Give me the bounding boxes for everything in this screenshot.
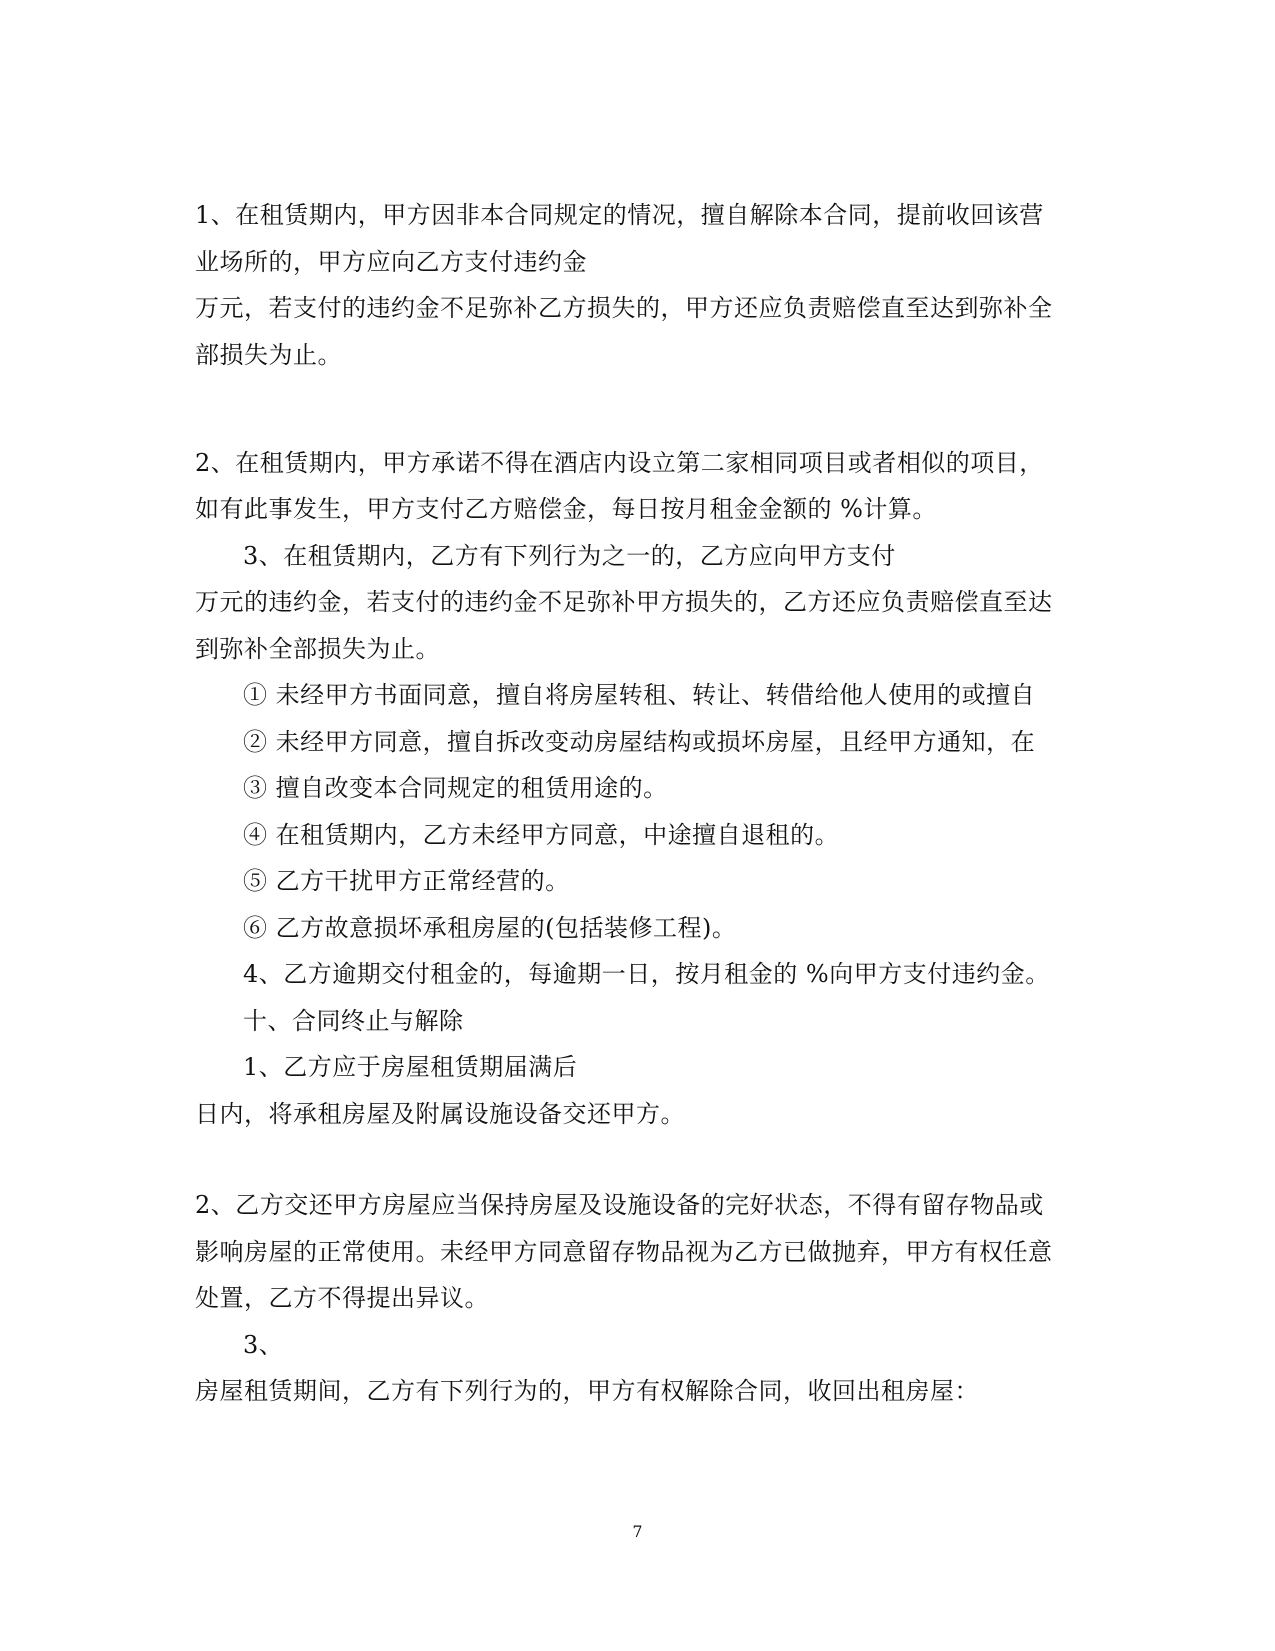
text-line: 2、乙方交还甲方房屋应当保持房屋及设施设备的完好状态，不得有留存物品或 bbox=[195, 1191, 1044, 1219]
text-line: 房屋租赁期间，乙方有下列行为的，甲方有权解除合同，收回出租房屋： bbox=[195, 1377, 979, 1405]
text-line: 日内，将承租房屋及附属设施设备交还甲方。 bbox=[195, 1100, 685, 1128]
page-number: 7 bbox=[632, 1522, 643, 1541]
list-item: ③ 擅自改变本合同规定的租赁用途的。 bbox=[243, 774, 668, 802]
section-heading: 十、合同终止与解除 bbox=[243, 1007, 464, 1035]
text-line: 4、乙方逾期交付租金的，每逾期一日，按月租金的 %向甲方支付违约金。 bbox=[243, 960, 1050, 988]
list-item: ⑥ 乙方故意损坏承租房屋的(包括装修工程)。 bbox=[243, 914, 737, 942]
text-line: 3、 bbox=[243, 1331, 284, 1359]
text-line: 影响房屋的正常使用。未经甲方同意留存物品视为乙方已做抛弃，甲方有权任意 bbox=[195, 1238, 1053, 1266]
list-item: ④ 在租赁期内，乙方未经甲方同意，中途擅自退租的。 bbox=[243, 821, 840, 849]
text-line: 2、在租赁期内，甲方承诺不得在酒店内设立第二家相同项目或者相似的项目， bbox=[195, 449, 1044, 477]
list-item: ① 未经甲方书面同意，擅自将房屋转租、转让、转借给他人使用的或擅自 bbox=[243, 681, 1036, 709]
text-line: 万元，若支付的违约金不足弥补乙方损失的，甲方还应负责赔偿直至达到弥补全 bbox=[195, 294, 1053, 322]
text-line: 如有此事发生，甲方支付乙方赔偿金，每日按月租金金额的 %计算。 bbox=[195, 495, 937, 523]
text-line: 3、在租赁期内，乙方有下列行为之一的，乙方应向甲方支付 bbox=[243, 542, 896, 570]
list-item: ② 未经甲方同意，擅自拆改变动房屋结构或损坏房屋，且经甲方通知，在 bbox=[243, 728, 1036, 756]
text-line: 处置，乙方不得提出异议。 bbox=[195, 1284, 489, 1312]
text-line: 部损失为止。 bbox=[195, 341, 342, 369]
list-item: ⑤ 乙方干扰甲方正常经营的。 bbox=[243, 867, 570, 895]
text-line: 1、乙方应于房屋租赁期届满后 bbox=[243, 1053, 578, 1081]
text-line: 1、在租赁期内，甲方因非本合同规定的情况，擅自解除本合同，提前收回该营 bbox=[195, 201, 1044, 229]
text-line: 万元的违约金，若支付的违约金不足弥补甲方损失的，乙方还应负责赔偿直至达 bbox=[195, 588, 1053, 616]
text-line: 到弥补全部损失为止。 bbox=[195, 635, 440, 663]
text-line: 业场所的，甲方应向乙方支付违约金 bbox=[195, 248, 587, 276]
